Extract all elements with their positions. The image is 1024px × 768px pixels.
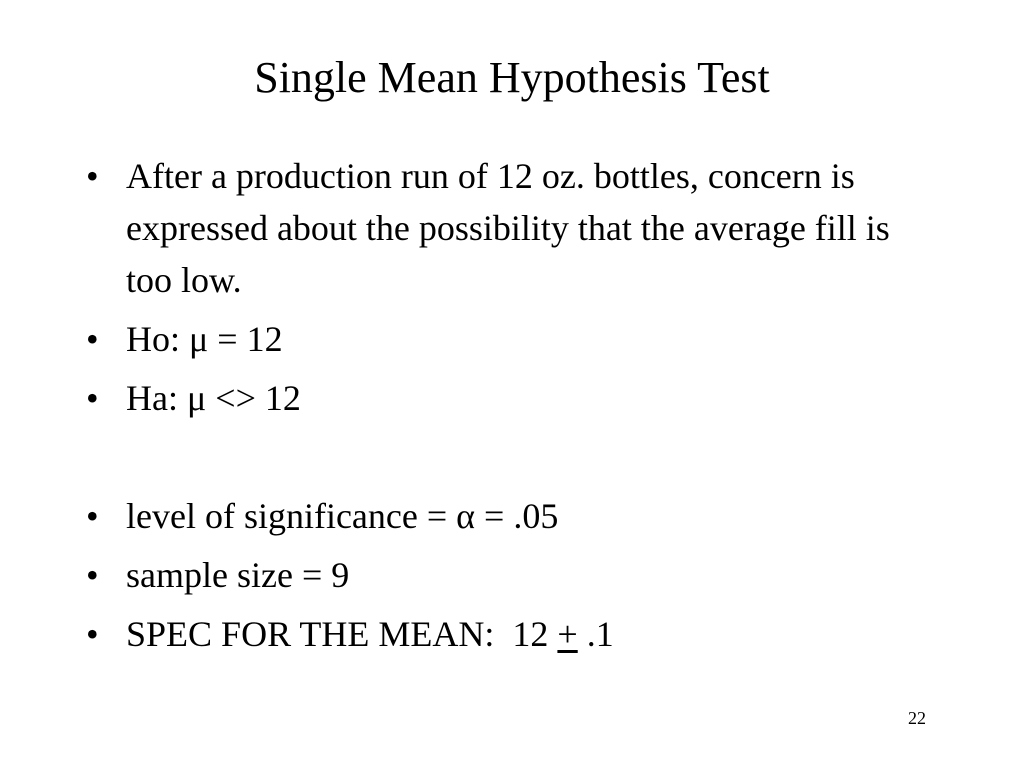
bullet-marker: • xyxy=(86,319,99,359)
bullet-item-spec-mean xyxy=(86,608,916,660)
bullet-text: sample size = 9 xyxy=(126,555,350,595)
bullet-item-sample-size xyxy=(86,549,916,601)
bullet-text: Ho: μ = 12 xyxy=(126,319,283,359)
bullet-text: After a production run of 12 oz. bottles, concern is expressed about the possibility that the average fill is too low. xyxy=(126,156,890,300)
bullet-text-after: .1 xyxy=(577,614,614,654)
bullet-text: Ha: μ <> 12 xyxy=(126,378,301,418)
slide-title: Single Mean Hypothesis Test xyxy=(254,53,770,102)
bullet-text: level of significance = α = .05 xyxy=(126,496,559,536)
bullet-marker: • xyxy=(86,156,99,196)
bullet-item-significance xyxy=(86,490,916,542)
bullet-text-before: SPEC FOR THE MEAN: 12 xyxy=(126,614,558,654)
bullet-marker: • xyxy=(86,378,99,418)
bullet-item-null-hypothesis xyxy=(86,313,916,365)
plus-minus-symbol: + xyxy=(557,614,578,654)
bullet-marker: • xyxy=(86,555,99,595)
bullet-marker: • xyxy=(86,496,99,536)
bullet-list xyxy=(86,150,916,667)
page-number: 22 xyxy=(908,708,926,728)
bullet-item-alternative-hypothesis xyxy=(86,372,916,424)
bullet-marker: • xyxy=(86,614,99,654)
bullet-item-production-run xyxy=(86,150,916,306)
